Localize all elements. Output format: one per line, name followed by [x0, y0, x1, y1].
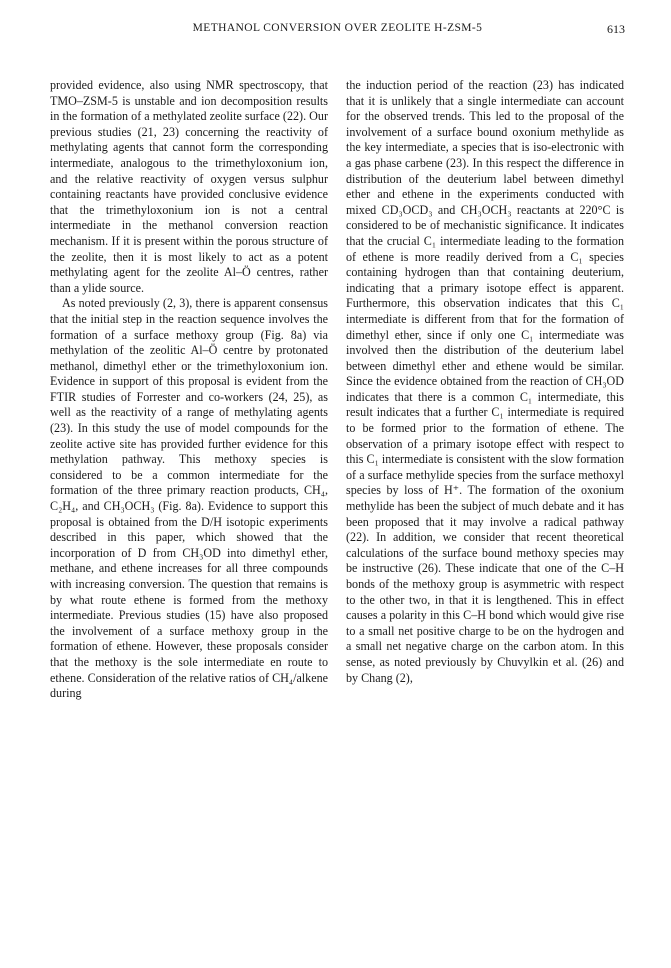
paragraph: provided evidence, also using NMR spectroscopy, that TMO–ZSM-5 is unstable and ion decomposition results in the formation of a methylated zeolite surface (22). Our previous studies (21, 23) concerning the reactivity of methylating agents that cannot form the corresponding intermediate, analogous to the trimethyloxonium ion, and the relative reactivity of oxygen versus sulphur containing reactants have provided conclusive evidence that the trimethyloxonium ion is not a central intermediate in the methanol conversion reaction mechanism. If it is present within the porous structure of the zeolite, then it is most likely to act as a potent methylating agent for the zeolite Al–Ö centres, rather than a ylide source. [50, 78, 328, 295]
running-title: METHANOL CONVERSION OVER ZEOLITE H-ZSM-5 [192, 22, 483, 34]
page-header [50, 22, 625, 40]
paragraph: the induction period of the reaction (23) has indicated that it is unlikely that a single intermediate can account for the observed trends. This led to the proposal of the involvement of a surface bound oxonium methylide as the key intermediate, a species that is iso-electronic with a gas phase carbene (23). In this respect the difference in distribution of the deuterium label between dimethyl ether and ethene in the experiments conducted with mixed CD₃OCD₃ and CH₃OCH₃ reactants at 220°C is considered to be of mechanistic significance. It indicates that the crucial C₁ intermediate leading to the formation of ethene is more readily derived from a C₁ species containing hydrogen than that containing deuterium, indicating that a primary isotope effect is apparent. Furthermore, this observation indicates that this C₁ intermediate is different from that for the formation of dimethyl ether, since if only one C₁ intermediate was involved then the distribution of the deuterium label between dimethyl ether and ethene would be similar. Since the evidence obtained from the reaction of CH₃OD indicates that there is a common C₁ intermediate, this result indicates that a further C₁ intermediate is required to be formed prior to the formation of ethene. The observation of a primary isotope effect with respect to this C₁ intermediate is consistent with the slow formation of a surface methylide species from the surface methoxyl species by loss of H⁺. The formation of the oxonium methylide has been the subject of much debate and it has been proposed that it may involve a radical pathway (22). In addition, we consider that recent theoretical calculations of the surface bound methoxy species may be instructive (26). These indicate that one of the C–H bonds of the methoxy group is asymmetric with respect to the other two, in that it is lengthened. This in effect causes a polarity in this C–H bond which would give rise to a small net positive charge to be on the hydrogen and a small net negative charge on the carbon atom. In this sense, as noted previously by Chuvylkin et al. (26) and by Chang (2), [346, 78, 624, 685]
page-number: 613 [607, 22, 625, 36]
paragraph: As noted previously (2, 3), there is apparent consensus that the initial step in the reaction sequence involves the formation of a surface methoxy group (Fig. 8a) via methylation of the zeolitic Al–Ö centre by protonated methanol, dimethyl ether or the trimethyloxonium ion. Evidence in support of this proposal is evident from the FTIR studies of Forrester and co-workers (24, 25), as well as the reactivity of a range of methylating agents (23). In this study the use of model compounds for the zeolite active site has provided further evidence for this methylation pathway. This methoxy species is considered to be a common intermediate for the formation of the three primary reaction products, CH₄, C₂H₄, and CH₃OCH₃ (Fig. 8a). Evidence to support this proposal is obtained from the D/H isotopic experiments described in this paper, which showed that the incorporation of D from CH₃OD into dimethyl ether, methane, and ethene increases for all three compounds with increasing conversion. The question that remains is by what route ethene is formed from the methoxy intermediate. Previous studies (15) have also proposed the involvement of a surface methoxy group in the formation of ethene. However, these proposals consider that the methoxy is the sole intermediate en route to ethene. Consideration of the relative ratios of CH₄/alkene during [50, 296, 328, 701]
left-column [50, 78, 328, 702]
right-column [346, 78, 624, 686]
